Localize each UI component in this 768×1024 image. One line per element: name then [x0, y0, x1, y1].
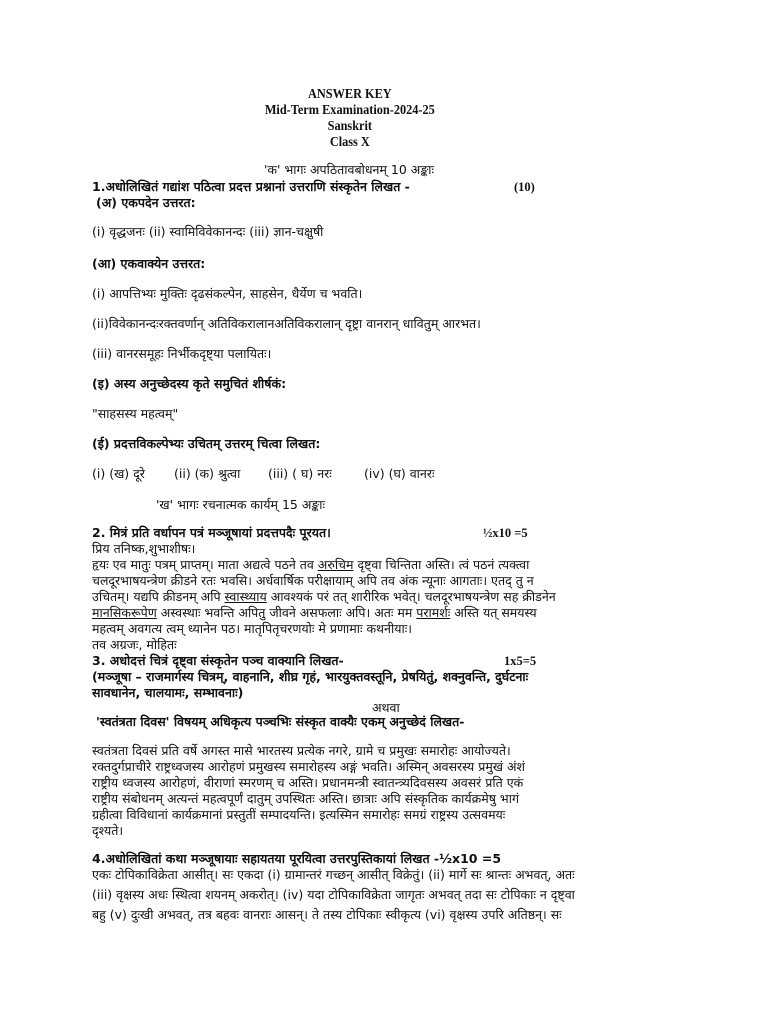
- part-aa-answer-2: (ii)विवेकानन्दःरक्तवर्णान् अतिविकरालानअतिविकरालान् दृष्ट्रा वानरान् धावितुम् आरभत।: [92, 316, 481, 331]
- q4-text: 4.अधोलिखितां कथा मञ्जूषायाः सहायतया पूरयित्वा उत्तरपुस्तिकायां लिखत -½x10 =5: [92, 851, 502, 866]
- document-title: ANSWER KEY: [307, 86, 392, 101]
- subject-title: Sanskrit: [327, 118, 373, 133]
- q3-text: 3. अधोदत्तं चित्रं दृष्ट्वा संस्कृतेन पञ्च वाक्यानि लिखत-: [92, 653, 344, 668]
- letter-text: आवश्यकं परं तत् शारीरिक भवेत्। चलदूरभाषयन्त्रेण सह क्रीडनेन: [266, 589, 556, 604]
- part-i-heading: (इ) अस्य अनुच्छेदस्य कृते समुचितं शीर्षकं:: [92, 376, 287, 391]
- part-ii-answer-2: (ii) (क) श्रुत्वा: [174, 466, 241, 481]
- part-i-answer: "साहसस्य महत्वम्": [92, 406, 179, 421]
- part-ii-heading: (ई) प्रदत्तविकल्पेभ्यः उचितम् उत्तरम् चित्वा लिखत:: [92, 436, 321, 451]
- filled-word: अरुचिम: [317, 557, 354, 572]
- part-ii-answer-1: (i) (ख) दूरे: [92, 466, 145, 481]
- q1-text: 1.अधोलिखितं गद्यांश पठित्वा प्रदत्त प्रश्नानां उत्तराणि संस्कृतेन लिखत -: [92, 179, 410, 194]
- part-a-heading: (अ) एकपदेन उत्तरत:: [96, 195, 196, 210]
- story-line-1: एकः टोपिकाविक्रेता आसीत्। सः एकदा (i) ग्रामान्तरं गच्छन् आसीत् विक्रेतुं। (ii) मार्गे सः श्रान्तः अभवत्, अतः: [92, 867, 575, 882]
- letter-line-5: महत्वम् अवगत्य त्वम् ध्यानेन पठ। मातृपितृचरणयोः मे प्रणामाः कथनीयाः।: [92, 621, 412, 636]
- letter-salutation: प्रिय तनिष्क,शुभाशीषः।: [92, 541, 196, 556]
- section-kha-heading: 'ख' भागः रचनात्मक कार्यम् 15 अङ्काः: [156, 497, 326, 512]
- letter-line-1: [92, 557, 529, 573]
- essay-line-5: ग्रहीत्वा विविधानां कार्यक्रमानां प्रस्तुतीं सम्पादयन्ति। इत्यस्मिन समारोहः समग्रं राष्ट्रस्य उत्सवमयः: [92, 807, 506, 822]
- part-ii-answer-3: (iii) ( घ) नरः: [268, 466, 332, 481]
- essay-line-1: स्वतंत्रता दिवसं प्रति वर्षे अगस्त मासे भारतस्य प्रत्येक नगरे, ग्रामे च प्रमुखः समारोहः आयोज्यते।: [92, 743, 511, 758]
- filled-word: परामर्शः: [416, 605, 451, 620]
- letter-text: दृष्ट्वा चिन्तिता अस्ति। त्वं पठनं त्यक्त्वा: [353, 557, 530, 572]
- part-aa-heading: (आ) एकवाक्येन उत्तरत:: [92, 256, 206, 271]
- letter-line-4: [92, 605, 537, 621]
- part-aa-answer-3: (iii) वानरसमूहः निर्भीकदृष्ट्या पलायितः।: [92, 346, 272, 361]
- letter-line-2: चलदूरभाषयन्त्रेण क्रीडने रतः भवसि। अर्धवार्षिक परीक्षायाम् अपि तव अंक न्यूनाः आगताः। एतद् तु न: [92, 573, 534, 588]
- or-label: अथवा: [372, 700, 400, 715]
- class-title: Class X: [329, 134, 370, 149]
- part-ii-answer-4: (iv) (घ) वानरः: [364, 466, 435, 481]
- q2-marks: ½x10 =5: [483, 526, 528, 540]
- section-ka-heading: 'क' भागः अपठितावबोधनम् 10 अङ्काः: [264, 162, 435, 177]
- letter-line-3: [92, 589, 556, 605]
- q3-word-box-line-2: सावधानेन, चालयामः, सम्भावनाः): [92, 685, 244, 700]
- exam-title: Mid-Term Examination-2024-25: [264, 102, 435, 117]
- letter-closing: तव अग्रजः, मोहितः: [92, 637, 177, 652]
- letter-text: उचितम्। यद्यपि क्रीडनम् अपि: [92, 589, 225, 604]
- story-line-2: (iii) वृक्षस्य अधः स्थित्वा शयनम् अकरोत्। (iv) यदा टोपिकाविक्रेता जागृतः अभवत् तदा सः टोपिकाः न दृष्ट्वा: [92, 887, 575, 902]
- essay-line-6: दृश्यते।: [92, 823, 124, 838]
- part-aa-answer-1: (i) आपत्तिभ्यः मुक्तिः दृढसंकल्पेन, साहसेन, धैर्येण च भवति।: [92, 286, 363, 301]
- filled-word: मानसिकरूपेण: [92, 605, 157, 620]
- q3-alt-question: 'स्वतंत्रता दिवस' विषयम् अधिकृत्य पञ्चभिः संस्कृत वाक्यैः एकम् अनुच्छेदं लिखत-: [96, 714, 465, 729]
- filled-word: स्वास्थ्याय: [224, 589, 267, 604]
- q1-marks: (10): [514, 180, 535, 194]
- letter-text: अस्वस्थाः भवन्ति अपितु जीवने असफलाः अपि। अतः मम: [156, 605, 417, 620]
- q2-text: 2. मित्रं प्रति वर्धापन पत्रं मञ्जूषायां प्रदत्तपदैः पूरयत।: [92, 525, 331, 540]
- letter-text: अस्ति यत् समयस्य: [450, 605, 537, 620]
- story-line-3: बहु (v) दुःखी अभवत्, तत्र बहवः वानराः आसन्। ते तस्य टोपिकाः स्वीकृत्य (vi) वृक्षस्य उपरि अतिष्ठन्। सः: [92, 907, 562, 922]
- q3-word-box-line-1: (मञ्जूषा – राजमार्गस्य चित्रम्, वाहनानि, शीघ्र गृहं, भारयुक्तवस्तूनि, प्रेषयितुं, शक्नुवन्ति, दुर्घटनाः: [92, 669, 529, 684]
- essay-line-4: राष्ट्रीय संबोधनम् अत्यन्तं महत्वपूर्णं दातुम् उपस्थितः अस्ति। छात्राः अपि संस्कृतिक कार्यक्रमेषु भागं: [92, 791, 519, 806]
- q3-marks: 1x5=5: [504, 654, 537, 668]
- essay-line-3: राष्ट्रीय ध्वजस्य आरोहणं, वीराणां स्मरणम् च अस्ति। प्रधानमन्त्री स्वातन्त्र्यदिवसस्य अवसरं प्रति एकं: [92, 775, 524, 790]
- essay-line-2: रक्तदुर्गप्राचीरे राष्ट्रध्वजस्य आरोहणं प्रमुखस्य समारोहस्य अङ्गं भवति। अस्मिन् अवसरस्य प्रमुखं अंशं: [92, 759, 526, 774]
- letter-text: हृयः एव मातुः पत्रम् प्राप्तम्। माता अद्यत्वे पठने तव: [92, 557, 318, 572]
- part-a-answer: (i) वृद्धजनः (ii) स्वामिविवेकानन्दः (iii) ज्ञान-चक्षुषी: [92, 224, 324, 239]
